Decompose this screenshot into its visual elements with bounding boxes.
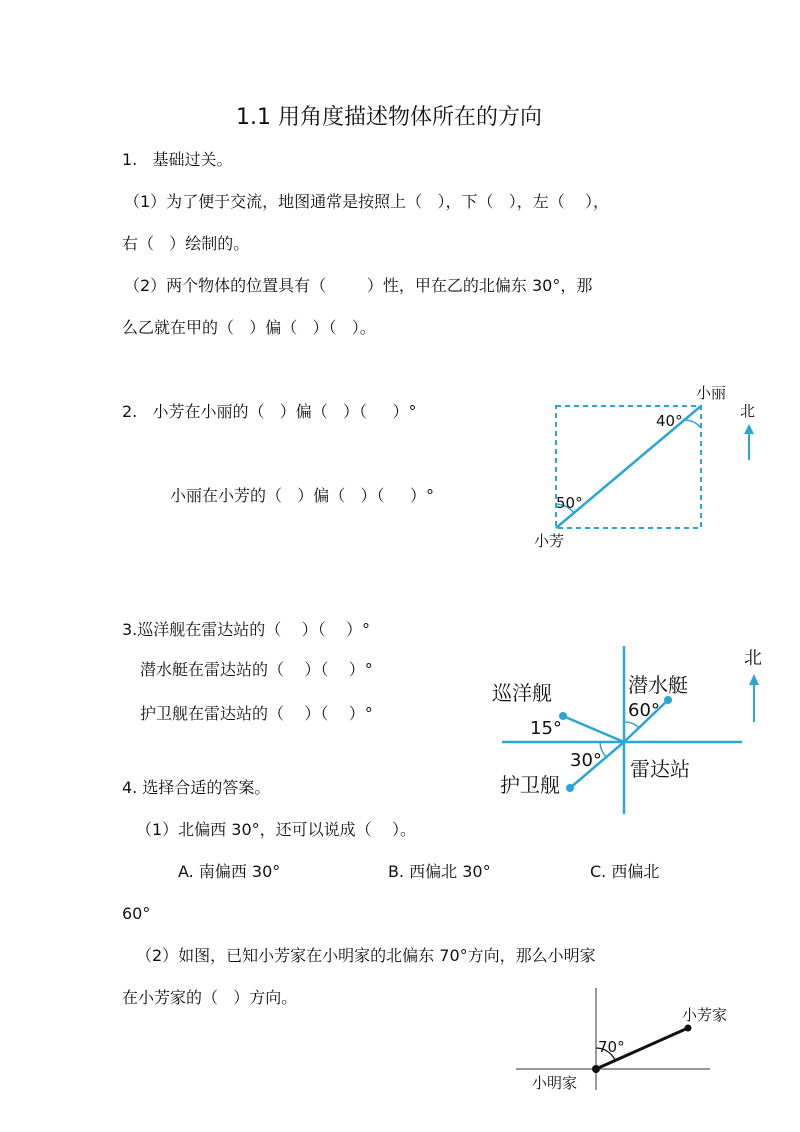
line-to-cruiser — [563, 716, 624, 742]
angle-arc-top — [684, 420, 701, 428]
q4-part2-line2: 在小芳家的（ ）方向。 — [122, 988, 298, 1007]
north-arrow-icon — [744, 424, 754, 434]
angle-label-50: 50° — [556, 494, 583, 512]
q4-figure — [510, 980, 770, 1120]
north-arrow-icon-q3 — [749, 674, 759, 685]
q1-part1-line2: 右（ ）绘制的。 — [122, 234, 250, 253]
label-cruiser: 巡洋舰 — [492, 681, 552, 705]
north-label: 北 — [740, 402, 756, 420]
angle-label-70: 70° — [598, 1038, 625, 1056]
angle-arc-submarine — [624, 722, 639, 728]
angle-label-30: 30° — [570, 750, 602, 771]
label-escort: 护卫舰 — [500, 773, 560, 797]
q4-part2-line1: （2）如图，已知小芳家在小明家的北偏东 70°方向，那么小明家 — [136, 946, 596, 965]
q2-figure — [520, 380, 780, 560]
angle-label-40: 40° — [656, 412, 683, 430]
q2-line2: 小丽在小芳的（ ）偏（ ）（ ）° — [170, 486, 434, 505]
label-xiaoli: 小丽 — [696, 384, 727, 402]
north-label-q3: 北 — [744, 648, 762, 669]
escort-point — [566, 784, 574, 792]
q3-line1: 3.巡洋舰在雷达站的（ ）（ ）° — [122, 620, 370, 639]
angle-label-15: 15° — [530, 718, 562, 739]
label-xiaofang-home: 小芳家 — [682, 1006, 728, 1024]
label-submarine: 潜水艇 — [628, 673, 688, 697]
q1-heading: 1. 基础过关。 — [122, 150, 233, 169]
q2-line1: 2. 小芳在小丽的（ ）偏（ ）（ ）° — [122, 402, 417, 421]
q1-part1-line1: （1）为了便于交流，地图通常是按照上（ ），下（ ），左（ ）， — [124, 192, 610, 211]
q1-part2-line1: （2）两个物体的位置具有（ ）性，甲在乙的北偏东 30°，那 — [124, 276, 593, 295]
q4-heading: 4. 选择合适的答案。 — [122, 778, 271, 797]
submarine-point — [664, 696, 672, 704]
label-xiaofang: 小芳 — [534, 532, 565, 550]
q4-option-c: C. 西偏北 — [590, 862, 660, 881]
q4-option-a: A. 南偏西 30° — [178, 862, 281, 881]
page-title: 1.1 用角度描述物体所在的方向 — [236, 105, 542, 130]
q4-option-c-continued: 60° — [122, 904, 151, 923]
label-xiaoming-home: 小明家 — [532, 1074, 578, 1092]
q1-part2-line2: 么乙就在甲的（ ）偏（ ）（ ）。 — [122, 318, 376, 337]
angle-label-60: 60° — [628, 700, 660, 721]
label-radar: 雷达站 — [630, 757, 690, 781]
xiaofang-home-point — [685, 1025, 692, 1032]
q3-line2: 潜水艇在雷达站的（ ）（ ）° — [140, 660, 373, 679]
xiaoming-home-point — [592, 1065, 600, 1073]
q3-figure — [480, 630, 780, 820]
q3-line3: 护卫舰在雷达站的（ ）（ ）° — [140, 704, 373, 723]
q4-part1: （1）北偏西 30°，还可以说成（ ）。 — [136, 820, 416, 839]
q4-option-b: B. 西偏北 30° — [388, 862, 491, 881]
